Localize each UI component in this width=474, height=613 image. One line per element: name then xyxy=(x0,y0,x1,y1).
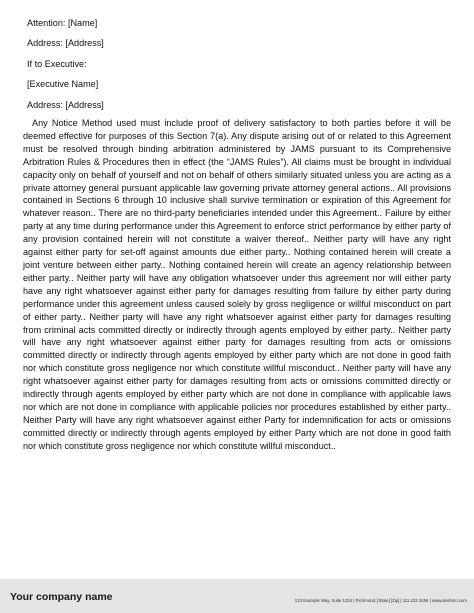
notice-arbitration-paragraph: Any Notice Method used must include proof of delivery satisfactory to both parties before it will be deemed effective for purposes of this Section 7(a). Any dispute arising out of or related to this Agreement must be resolved through binding arbitration administered by JAMS pursuant to its Comprehensive Arbitration Rules & Procedures then in effect (the “JAMS Rules”). All claims must be brought in individual capacity only on behalf of yourself and not on behalf of others similarly situated unless you are acting as a private attorney general pursuant applicable law governing private attorney general actions.. All provisions contained in Sections 6 through 10 inclusive shall survive termination or expiration of this Agreement for whatever reason.. There are no third-party beneficiaries intended under this Agreement.. Failure by either party at any time during performance under this Agreement to enforce strict performance by either party of any provision contained herein will not constitute a waiver thereof.. Neither party will have any right against either party for set-off against amounts due either party.. Nothing contained herein will create a joint venture between either party.. Nothing contained herein will create an agency relationship between either party.. Neither party will have any obligation whatsoever under this agreement nor will either party have any right whatsoever against either party for damages resulting from failure by either party during performance under this agreement unless caused solely by gross negligence or willful misconduct on part of either party.. Neither party will have any right whatsoever against either party for damages resulting from criminal acts committed directly or indirectly through agents employed by either party.. Neither party will have any right whatsoever against either party for damages resulting from acts or omissions committed directly or indirectly through agents employed by either party which are not done in good faith nor which constitute gross negligence nor which constitute willful misconduct.. Neither party will have any right whatsoever against either party for damages resulting from acts or omissions committed directly or indirectly through agents employed by either party which are not done in compliance with applicable laws nor which are not done in compliance with applicable policies nor procedures established by either party.. Neither Party will have any right whatsoever against either Party for indemnification for acts or omissions committed directly or indirectly through agents employed by either Party which are not done in good faith nor which constitute gross negligence nor which constitute willful misconduct.. xyxy=(23,118,451,451)
company-address: 123 Example Way, Suite 1234 | Richmond, [State] [Zip] | 111.222.3456 | www.dexform.com xyxy=(294,598,467,603)
attention-line: Attention: [Name] xyxy=(27,18,98,28)
executive-name-line: [Executive Name] xyxy=(27,79,99,90)
page-footer xyxy=(0,579,474,613)
document-body xyxy=(23,17,451,462)
if-to-executive-line: If to Executive: xyxy=(27,58,87,69)
address-line: Address: [Address] xyxy=(27,38,104,49)
executive-address-line: Address: [Address] xyxy=(27,99,104,110)
company-name: Your company name xyxy=(10,591,113,603)
